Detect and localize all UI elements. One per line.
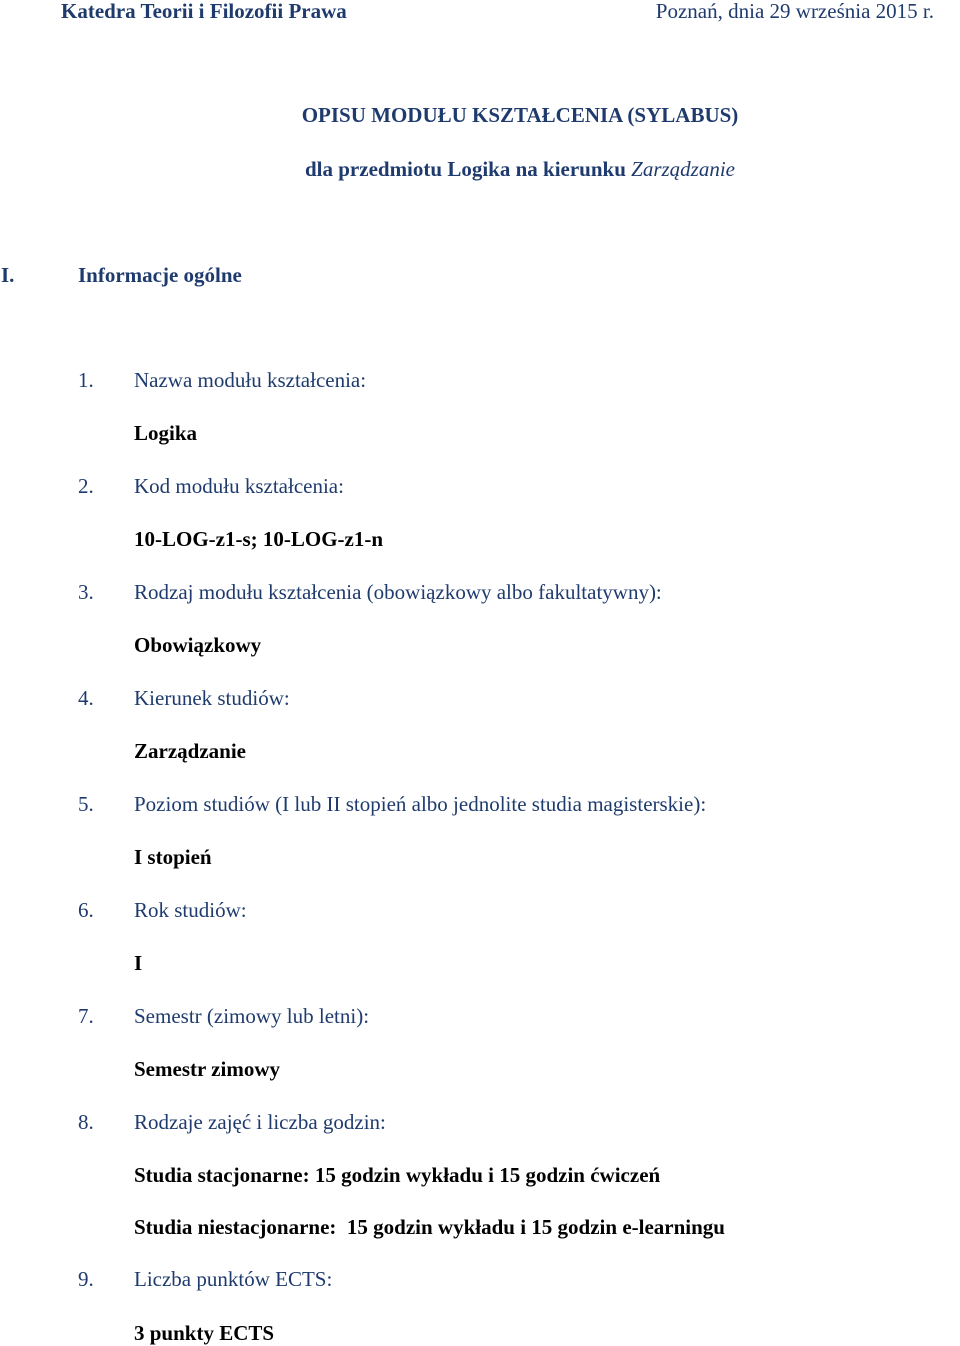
item-value: Logika xyxy=(134,421,198,445)
place-date: Poznań, dnia 29 września 2015 r. xyxy=(655,0,934,23)
item-label: Rodzaje zajęć i liczba godzin: xyxy=(134,1110,386,1134)
section-heading xyxy=(0,265,960,289)
item-value: Zarządzanie xyxy=(134,739,246,763)
list-item xyxy=(0,900,960,924)
item-label: Liczba punktów ECTS: xyxy=(134,1267,333,1291)
list-item xyxy=(0,476,960,500)
item-label: Kod modułu kształcenia: xyxy=(134,474,344,498)
item-number: 3. xyxy=(78,580,94,604)
item-number: 6. xyxy=(78,898,94,922)
item-value: Studia niestacjonarne: 15 godzin wykładu i 15 godzin e-learningu xyxy=(134,1215,725,1239)
item-number: 9. xyxy=(78,1267,94,1291)
item-value: 3 punkty ECTS xyxy=(134,1321,275,1345)
item-number: 5. xyxy=(78,792,94,816)
item-number: 4. xyxy=(78,686,94,710)
item-label: Poziom studiów (I lub II stopień albo jednolite studia magisterskie): xyxy=(134,792,707,816)
list-item xyxy=(0,688,960,712)
list-item xyxy=(0,582,960,606)
item-value: I xyxy=(134,951,143,975)
subtitle-text: dla przedmiotu Logika na kierunku xyxy=(304,157,632,181)
item-value: Semestr zimowy xyxy=(134,1057,280,1081)
item-number: 2. xyxy=(78,474,94,498)
list-item xyxy=(0,794,960,818)
subtitle-field-name: Zarządzanie xyxy=(631,157,735,181)
item-number: 7. xyxy=(78,1004,94,1028)
document-title: OPISU MODUŁU KSZTAŁCENIA (SYLABUS) xyxy=(301,103,739,127)
item-label: Kierunek studiów: xyxy=(134,686,290,710)
item-label: Semestr (zimowy lub letni): xyxy=(134,1004,370,1028)
item-label: Rok studiów: xyxy=(134,898,247,922)
section-number: I. xyxy=(1,263,15,287)
section-label: Informacje ogólne xyxy=(78,263,242,287)
item-label: Rodzaj modułu kształcenia (obowiązkowy albo fakultatywny): xyxy=(134,580,662,604)
list-item xyxy=(0,1112,960,1136)
item-label: Nazwa modułu kształcenia: xyxy=(134,368,367,392)
department-name: Katedra Teorii i Filozofii Prawa xyxy=(61,0,347,23)
item-value: Obowiązkowy xyxy=(134,633,262,657)
list-item xyxy=(0,1269,960,1293)
list-item xyxy=(0,370,960,394)
item-value: I stopień xyxy=(134,845,212,869)
item-number: 8. xyxy=(78,1110,94,1134)
item-number: 1. xyxy=(78,368,94,392)
document-subtitle xyxy=(0,159,960,180)
item-value: 10-LOG-z1-s; 10-LOG-z1-n xyxy=(134,527,384,551)
list-item xyxy=(0,1006,960,1030)
item-value: Studia stacjonarne: 15 godzin wykładu i 15 godzin ćwiczeń xyxy=(134,1163,661,1187)
